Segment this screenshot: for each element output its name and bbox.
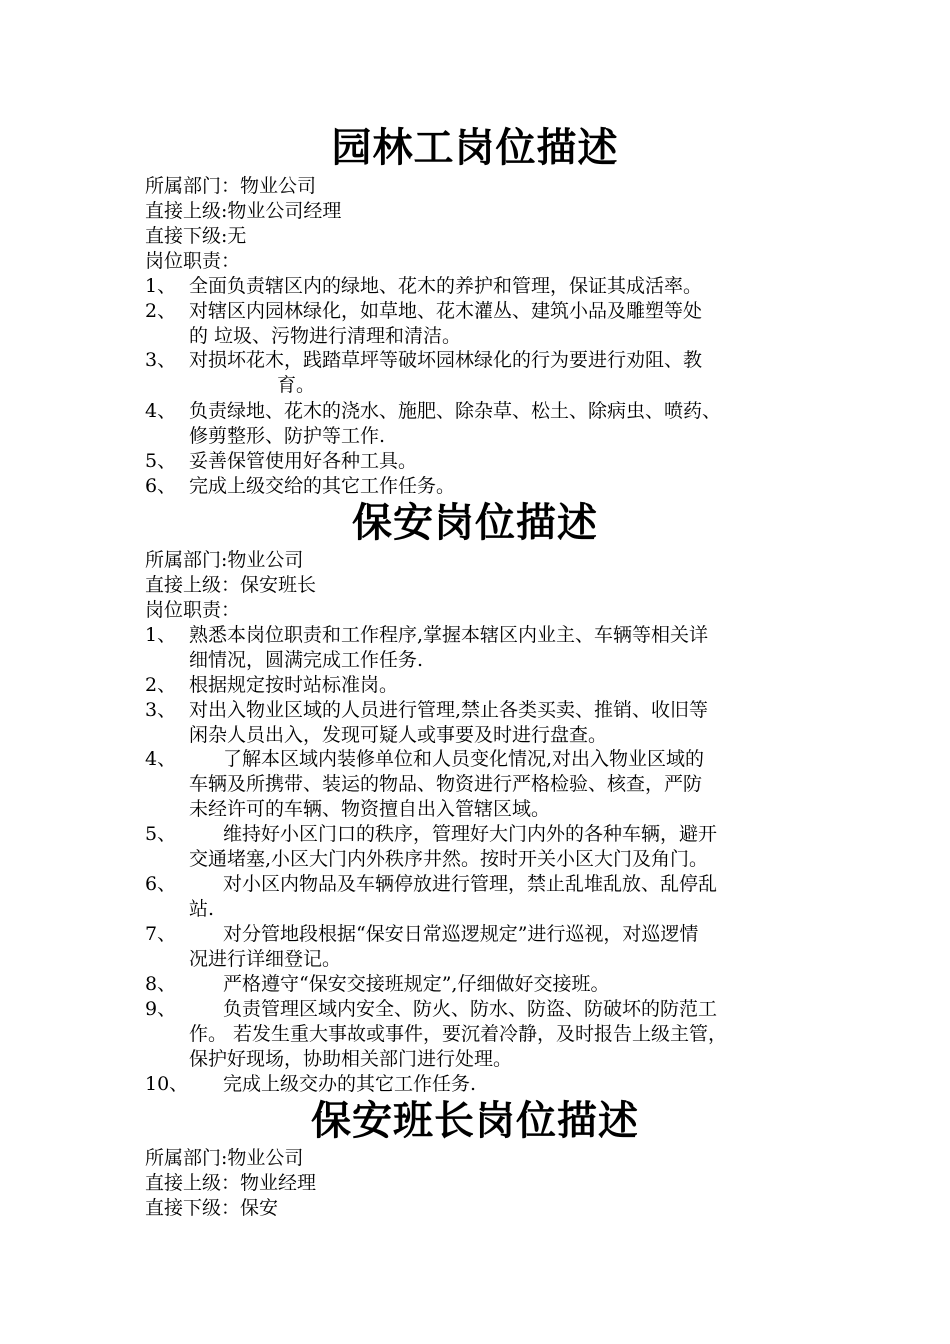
duty-text: 对损坏花木，践踏草坪等破坏园林绿化的行为要进行劝阻、教 育。 <box>189 349 703 396</box>
duty-text: 妥善保管使用好各种工具。 <box>189 450 418 472</box>
subordinate-line: 直接下级：保安 <box>145 1197 279 1219</box>
duty-text: 维持好小区门口的秩序，管理好大门内外的各种车辆，避开 交通堵塞,小区大门内外秩序井然。按时开关小区大门及角门。 <box>189 823 718 870</box>
department-line: 所属部门：物业公司 <box>145 175 317 197</box>
duty-number: 10、 <box>145 1073 189 1095</box>
duty-text: 对辖区内园林绿化，如草地、花木灌丛、建筑小品及雕塑等处 的 垃圾、污物进行清理和清洁。 <box>189 300 703 347</box>
duty-number: 3、 <box>145 699 177 721</box>
duty-number: 7、 <box>145 923 177 945</box>
superior-line: 直接上级：物业经理 <box>145 1172 317 1194</box>
duty-text: 严格遵守“保安交接班规定”,仔细做好交接班。 <box>223 973 610 995</box>
duty-number: 3、 <box>145 349 177 371</box>
subordinate-line: 直接下级:无 <box>145 225 247 247</box>
section-title-gardener: 园林工岗位描述 <box>331 124 619 171</box>
superior-line: 直接上级:物业公司经理 <box>145 200 342 222</box>
department-line: 所属部门:物业公司 <box>145 549 304 571</box>
duty-number: 6、 <box>145 475 177 497</box>
duty-text: 负责绿地、花木的浇水、施肥、除杂草、松土、除病虫、喷药、 修剪整形、防护等工作. <box>189 400 722 447</box>
duties-label: 岗位职责： <box>145 599 241 621</box>
duty-text: 完成上级交办的其它工作任务. <box>223 1073 477 1095</box>
duty-number: 1、 <box>145 275 177 297</box>
department-line: 所属部门:物业公司 <box>145 1147 304 1169</box>
duty-number: 8、 <box>145 973 177 995</box>
duty-number: 2、 <box>145 674 177 696</box>
duty-text: 负责管理区域内安全、防火、防水、防盗、防破坏的防范工 作。 若发生重大事故或事件，要沉着冷静，及时报告上级主管， 保护好现场，协助相关部门进行处理。 <box>189 998 728 1070</box>
duty-number: 1、 <box>145 624 177 646</box>
duty-number: 5、 <box>145 450 177 472</box>
duty-text: 对分管地段根据“保安日常巡逻规定”进行巡视，对巡逻情 况进行详细登记。 <box>189 923 699 970</box>
superior-line: 直接上级：保安班长 <box>145 574 317 596</box>
section-title-guard-leader: 保安班长岗位描述 <box>311 1097 639 1144</box>
duty-text: 对出入物业区域的人员进行管理,禁止各类买卖、推销、收旧等 闲杂人员出入，发现可疑人或事要及时进行盘查。 <box>189 699 709 746</box>
duty-number: 5、 <box>145 823 177 845</box>
duties-label: 岗位职责： <box>145 250 241 272</box>
duty-text: 全面负责辖区内的绿地、花木的养护和管理，保证其成活率。 <box>189 275 703 297</box>
duty-text: 熟悉本岗位职责和工作程序,掌握本辖区内业主、车辆等相关详 细情况，圆满完成工作任务. <box>189 624 709 671</box>
duty-number: 4、 <box>145 400 177 422</box>
duty-text: 根据规定按时站标准岗。 <box>189 674 399 696</box>
duty-text: 了解本区域内装修单位和人员变化情况,对出入物业区域的 车辆及所携带、装运的物品、物资进行严格检验、核查，严防 未经许可的车辆、物资擅自出入管辖区域。 <box>189 748 705 820</box>
duty-number: 4、 <box>145 748 177 770</box>
duty-number: 6、 <box>145 873 177 895</box>
duty-number: 2、 <box>145 300 177 322</box>
duty-text: 对小区内物品及车辆停放进行管理，禁止乱堆乱放、乱停乱 站. <box>189 873 718 920</box>
duty-number: 9、 <box>145 998 177 1020</box>
duty-text: 完成上级交给的其它工作任务。 <box>189 475 456 497</box>
section-title-guard: 保安岗位描述 <box>352 499 598 546</box>
